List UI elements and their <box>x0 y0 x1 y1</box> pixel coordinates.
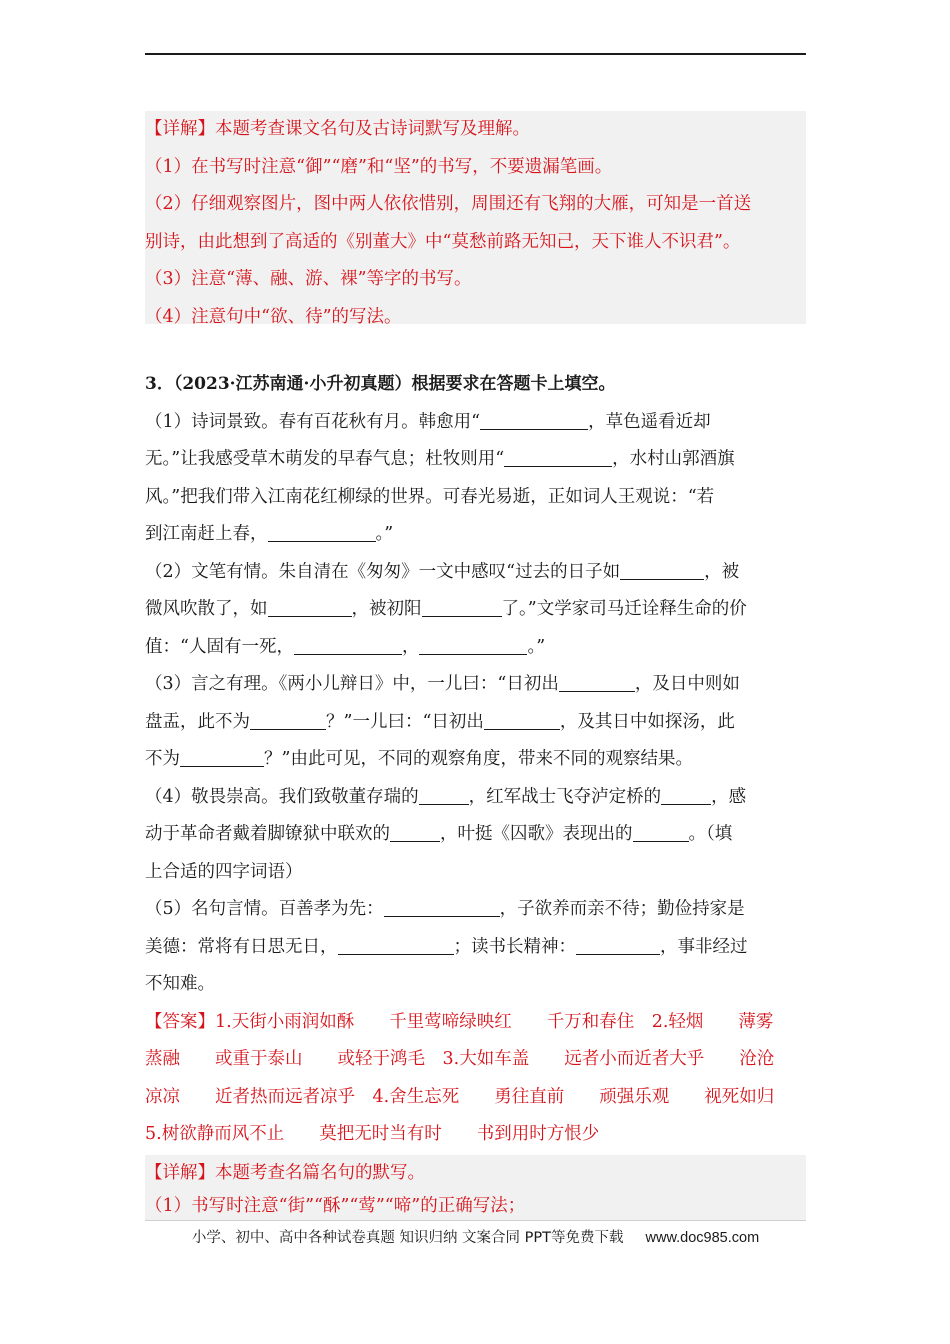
text: 美德：常将有日思无日， <box>145 936 338 957</box>
detail-line: 别诗，由此想到了高适的《别董大》中“莫愁前路无知己，天下谁人不识君”。 <box>145 231 741 252</box>
text: ，及其日中如探汤，此 <box>559 711 735 732</box>
answer-line: 凉凉 近者热而远者凉乎 4.舍生忘死 勇往直前 顽强乐观 视死如归 <box>145 1086 775 1107</box>
text: （4）敬畏崇高。我们致敬董存瑞的 <box>145 786 419 807</box>
answer-blank[interactable] <box>484 711 560 730</box>
answer-blank[interactable] <box>633 823 689 842</box>
text: 不为 <box>145 749 180 769</box>
text: 微风吹散了，如 <box>145 599 268 619</box>
answer-blank[interactable] <box>180 748 264 767</box>
answer-line: 蒸融 或重于泰山 或轻于鸿毛 3.大如车盖 远者小而近者大乎 沧沧 <box>145 1049 775 1069</box>
answer-blank[interactable] <box>338 936 454 955</box>
answer-blank[interactable] <box>250 711 326 730</box>
answer-blank[interactable] <box>294 636 402 655</box>
text: ， <box>401 636 420 657</box>
text: ，红军战士飞夺泸定桥的 <box>468 786 662 807</box>
detail-line: （4）注意句中“欲、待”的写法。 <box>145 306 402 327</box>
footer-site-link[interactable]: www.doc985.com <box>645 1230 760 1246</box>
text: ，草色遥看近却 <box>588 411 711 432</box>
detail-line: 【详解】本题考查名篇名句的默写。 <box>145 1163 425 1183</box>
footer <box>145 1226 806 1247</box>
text: ，感 <box>711 786 747 807</box>
text: （5）名句言情。百善孝为先： <box>145 899 384 919</box>
text: ，事非经过 <box>660 936 748 957</box>
text: 。” <box>375 524 394 544</box>
q3-part1-line3: 风。”把我们带入江南花红柳绿的世界。可春光易逝，正如词人王观说：“若 <box>145 486 715 507</box>
question-heading: 3．（2023·江苏南通·小升初真题）根据要求在答题卡上填空。 <box>145 374 616 394</box>
detail-block-2 <box>145 1155 806 1220</box>
text: 动于革命者戴着脚镣狱中联欢的 <box>145 824 390 844</box>
q3-part2-line1 <box>145 554 806 592</box>
answer-blank[interactable] <box>559 673 635 692</box>
text: （1）诗词景致。春有百花秋有月。韩愈用“ <box>145 411 481 432</box>
text: ，水村山郭酒旗 <box>612 449 735 469</box>
text: ，叶挺《囚歌》表现出的 <box>440 824 633 844</box>
text: 值：“人固有一死， <box>145 636 294 657</box>
answer-line: 5.树欲静而风不止 莫把无时当有时 书到用时方恨少 <box>145 1124 600 1144</box>
answer-blank[interactable] <box>419 636 527 655</box>
footer-text: 小学、初中、高中各种试卷真题 知识归纳 文案合同 PPT等免费下载 <box>191 1230 624 1246</box>
text: ，子欲养而亲不待；勤俭持家是 <box>499 899 745 919</box>
q3-part2-line2 <box>145 591 806 629</box>
answer-blank[interactable] <box>419 786 469 805</box>
text: 了。”文学家司马迁诠释生命的价 <box>501 599 747 619</box>
answer-blank[interactable] <box>422 598 502 617</box>
text: （2）文笔有情。朱自清在《匆匆》一文中感叹“过去的日子如 <box>145 561 621 582</box>
detail-line: （2）仔细观察图片，图中两人依依惜别，周围还有飞翔的大雁，可知是一首送 <box>145 194 752 214</box>
text: 。” <box>527 636 546 657</box>
answer-line: 【答案】1.天街小雨润如酥 千里莺啼绿映红 千万和春住 2.轻烟 薄雾 <box>145 1011 774 1032</box>
text: ？”由此可见，不同的观察角度，带来不同的观察结果。 <box>264 749 693 769</box>
q3-part3-line2 <box>145 704 806 742</box>
answer-blank[interactable] <box>576 936 660 955</box>
q3-part1-line1 <box>145 404 806 442</box>
text: ？”一儿曰：“日初出 <box>326 711 484 732</box>
text: ，被初阳 <box>351 599 422 619</box>
answer-blank[interactable] <box>620 561 704 580</box>
q3-part3-line3 <box>145 741 806 779</box>
text: 。（填 <box>688 824 733 844</box>
detail-line: （1）在书写时注意“御”“磨”和“坚”的书写，不要遗漏笔画。 <box>145 156 613 177</box>
answer-blank[interactable] <box>480 411 588 430</box>
detail-line: （1）书写时注意“街”“酥”“莺”“啼”的正确写法； <box>145 1195 526 1216</box>
header-rule <box>145 53 806 55</box>
q3-part5-line3: 不知难。 <box>145 974 215 994</box>
q3-part5-line2 <box>145 929 806 967</box>
answer-blank[interactable] <box>268 598 352 617</box>
q3-part1-line4 <box>145 516 806 554</box>
answer-blank[interactable] <box>268 523 376 542</box>
q3-part3-line1 <box>145 666 806 704</box>
text: 到江南赶上春， <box>145 524 268 544</box>
q3-part4-line1 <box>145 779 806 817</box>
question-3 <box>145 366 806 1154</box>
text: ，被 <box>704 561 740 582</box>
answer-blank[interactable] <box>390 823 440 842</box>
answer-blank[interactable] <box>384 898 500 917</box>
q3-part1-line2 <box>145 441 806 479</box>
text: ，及日中则如 <box>634 674 740 694</box>
q3-part4-line2 <box>145 816 806 854</box>
text: 无。”让我感受草木萌发的早春气息；杜牧则用“ <box>145 449 505 469</box>
q3-part2-line3 <box>145 629 806 667</box>
detail-line: 【详解】本题考查课文名句及古诗词默写及理解。 <box>145 119 530 139</box>
footer-rule <box>145 1220 806 1221</box>
text: 盘盂，此不为 <box>145 711 250 732</box>
detail-line: （3）注意“薄、融、游、裸”等字的书写。 <box>145 269 472 289</box>
q3-part5-line1 <box>145 891 806 929</box>
q3-part4-line3: 上合适的四字词语） <box>145 861 303 882</box>
answer-blank[interactable] <box>504 448 612 467</box>
text: （3）言之有理。《两小儿辩日》中，一儿曰：“日初出 <box>145 674 559 694</box>
detail-block-1 <box>145 111 806 327</box>
answer-blank[interactable] <box>661 786 711 805</box>
text: ；读书长精神： <box>453 936 576 957</box>
